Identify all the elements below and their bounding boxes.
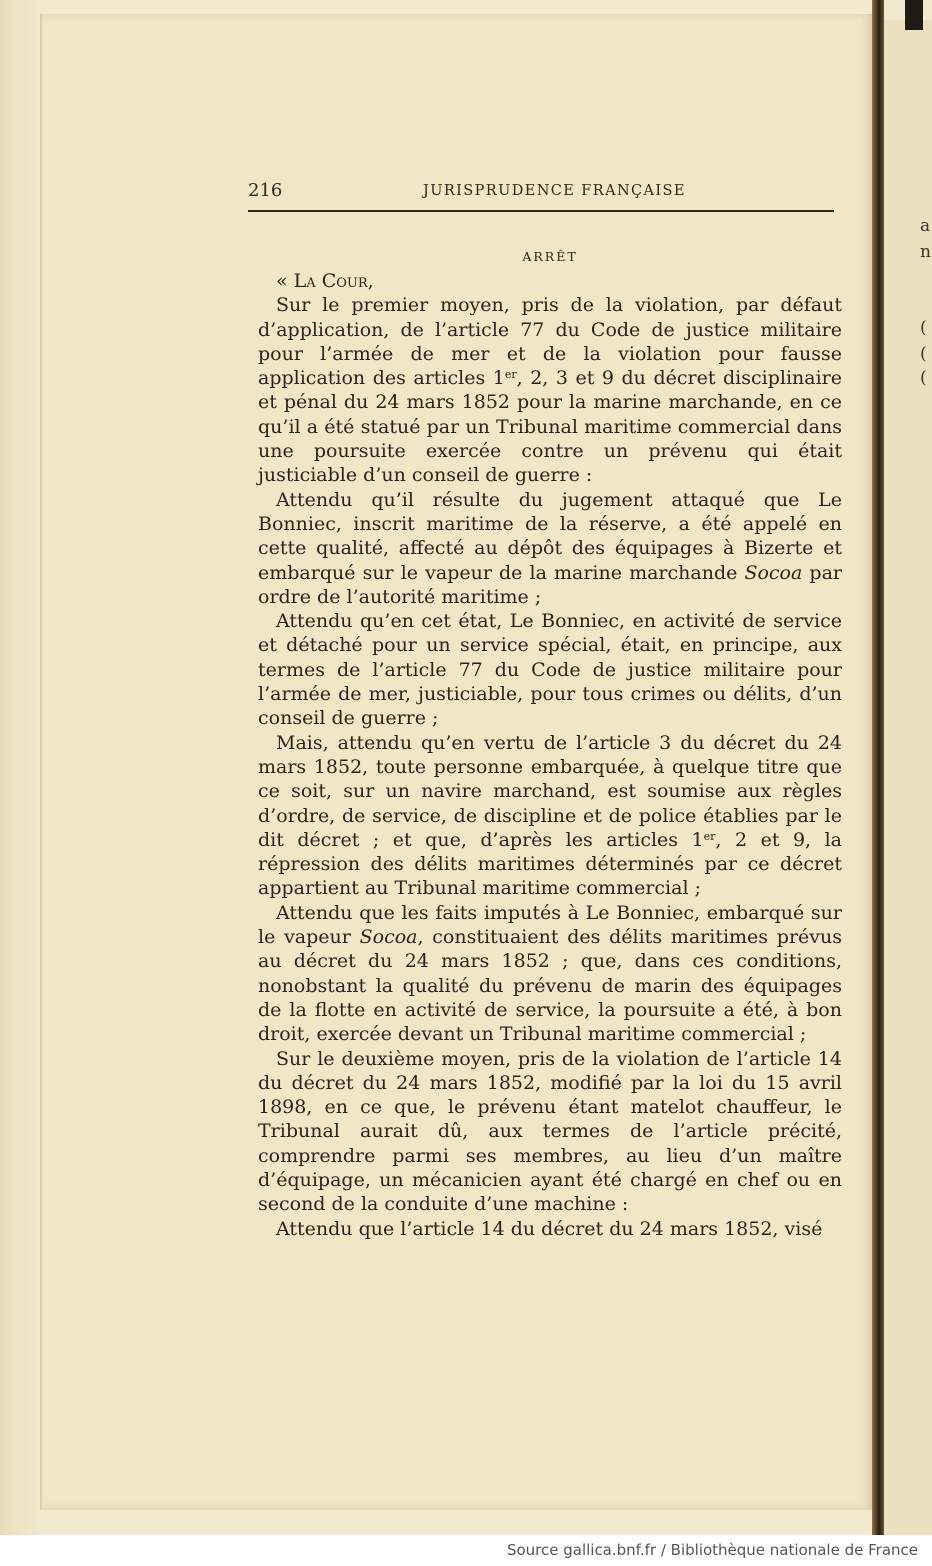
- paragraph-text: Attendu qu’en cet état, Le Bonniec, en activité de service et détaché pour un service spécial, était, en principe, aux termes de l’article 77 du Code de justice militaire pour l’armée de mer, justiciable, pour tous crimes ou délits, d’un conseil de guerre ;: [258, 610, 842, 730]
- facing-page-edge: [884, 20, 932, 1535]
- superscript: er: [504, 368, 517, 382]
- paragraph: [258, 488, 842, 609]
- paragraph: [258, 901, 842, 1047]
- paragraph: [258, 731, 842, 901]
- paragraph: [258, 293, 842, 487]
- running-head: [248, 180, 830, 206]
- source-credit: Source gallica.bnf.fr / Bibliothèque nationale de France: [506, 1541, 918, 1559]
- paragraph-text: par ordre de l’autorité maritime ;: [258, 561, 842, 608]
- running-title: JURISPRUDENCE FRANÇAISE: [423, 183, 686, 199]
- paragraph: [258, 609, 842, 730]
- paragraph-text: , 2, 3 et 9 du décret disciplinaire et pénal du 24 mars 1852 pour la marine marchande, en ce qu’il a été statué par un Tribunal maritime commercial dans une poursuite exercée contre un prévenu qui était justiciable d’un conseil de guerre :: [258, 367, 842, 487]
- body-text: [258, 269, 842, 1241]
- facing-page-fragment: (: [920, 318, 927, 338]
- paragraph-text: Mais, attendu qu’en vertu de l’article 3 du décret du 24 mars 1852, toute personne embarquée, à quelque titre que ce soit, sur un navire marchand, est soumise aux règles d’ordre, de service, de discipline et de police établies par le dit décret ; et que, d’après les articles 1: [258, 731, 842, 851]
- paragraph-text: Attendu que les faits imputés à Le Bonniec, embarqué sur le vapeur: [258, 901, 842, 949]
- facing-page-fragment: a: [920, 216, 931, 236]
- ship-name: Socoa: [359, 926, 418, 949]
- header-rule: [248, 210, 834, 212]
- facing-page-fragment: (: [920, 368, 927, 388]
- paragraph: [258, 1217, 842, 1241]
- footer-bar: [0, 1535, 932, 1566]
- left-margin: [0, 0, 40, 1535]
- paragraph-text: , constituaient des délits maritimes prévus au décret du 24 mars 1852 ; que, dans ces conditions, nonobstant la qualité du prévenu de marin des équipages de la flotte en activité de service, la poursuite a été, à bon droit, exercée devant un Tribunal maritime commercial ;: [258, 926, 843, 1046]
- paragraph-text: Attendu que l’article 14 du décret du 24 mars 1852, visé: [276, 1217, 823, 1240]
- paragraph-text: Sur le deuxième moyen, pris de la violation de l’article 14 du décret du 24 mars 1852, modifié par la loi du 15 avril 1898, en ce que, le prévenu étant matelot chauffeur, le Tribunal aurait dû, aux termes de l’article précité, comprendre parmi ses membres, au lieu d’un maître d’équipage, un mécanicien ayant été chargé en chef ou en second de la conduite d’une machine :: [258, 1047, 842, 1216]
- section-title: ARRÊT: [522, 249, 578, 264]
- facing-page-fragment: n: [920, 242, 931, 262]
- facing-page-fragment: (: [920, 344, 927, 364]
- page-number: 216: [248, 180, 283, 201]
- ship-name: Socoa: [744, 561, 803, 584]
- paragraph-text: , 2 et 9, la répression des délits maritimes déterminés par ce décret appartient au Tribunal maritime commercial ;: [258, 828, 842, 900]
- superscript: er: [703, 829, 716, 843]
- paragraph: [258, 269, 842, 293]
- corner-tab: [905, 0, 923, 30]
- paragraph-text: Sur le premier moyen, pris de la violation, par défaut d’application, de l’article 77 du Code de justice militaire pour l’armée de mer et de la violation pour fausse application des articles 1: [258, 294, 842, 390]
- book-gutter: [872, 0, 884, 1535]
- paragraph: [258, 1047, 842, 1217]
- paragraph-text: Attendu qu’il résulte du jugement attaqué que Le Bonniec, inscrit maritime de la réserve, a été appelé en cette qualité, affecté au dépôt des équipages à Bizerte et embarqué sur le vapeur de la marine marchande: [258, 488, 842, 584]
- paragraph-text: « La Cour,: [276, 270, 374, 292]
